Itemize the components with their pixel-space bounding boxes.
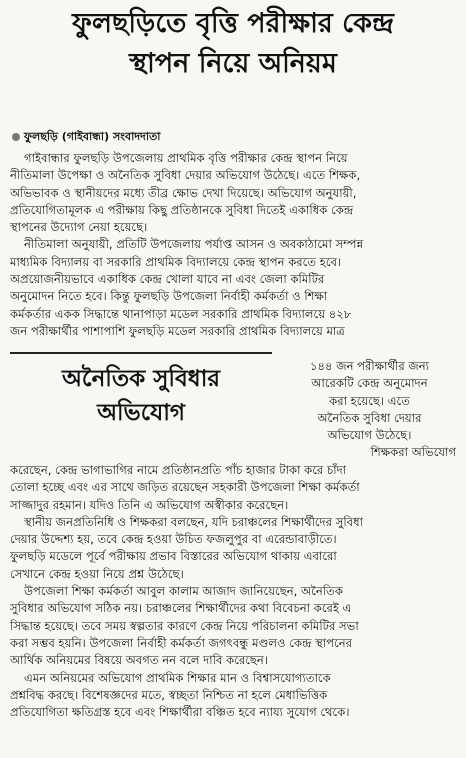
text-line: এমন অনিয়মের অভিযোগ প্রাথমিক শিক্ষার মান ও বিশ্বাসযোগ্যতাকে xyxy=(24,670,331,685)
text-line: করা হয়েছে। এতে xyxy=(329,393,410,408)
paragraph-2 xyxy=(10,236,456,340)
article-body-top xyxy=(10,150,456,340)
headline-line-1: ফুলছড়িতে বৃত্তি পরীক্ষার কেন্দ্র xyxy=(72,8,394,39)
paragraph-6 xyxy=(10,670,456,722)
paragraph-3 xyxy=(10,462,456,514)
text-line: কর্মকর্তার একক সিদ্ধান্তে থানাপাড়া মডেল সরকারি প্রাথমিক বিদ্যালয়ে ৪২৮ xyxy=(10,306,352,321)
text-line: ১৪৪ জন পরীক্ষার্থীর জন্য xyxy=(309,359,430,373)
text-line: নীতিমালা অনুযায়ী, প্রতিটি উপজেলায় পর্যাপ্ত আসন ও অবকাঠামো সম্পন্ন xyxy=(24,237,364,252)
text-line: অপ্রয়োজনীয়ভাবে একাধিক কেন্দ্র খোলা যাবে না এবং জেলা কমিটির xyxy=(10,272,325,287)
text-line: সিদ্ধান্ত হয়েছে। তবে সময় স্বল্পতার কারণে কেন্দ্র নিয়ে পরিচালনা কমিটির সভা xyxy=(10,618,359,633)
text-line: প্রশ্নবিদ্ধ করছে। বিশেষজ্ঞদের মতে, স্বচ্ছতা নিশ্চিত না হলে মেধাভিত্তিক xyxy=(10,687,328,702)
text-line: শিক্ষকরা অভিযোগ xyxy=(370,445,456,460)
text-line: ফুলছড়ি মডেলে পূর্বে পরীক্ষায় প্রভাব বিস্তারের অভিযোগ থাকায় এবারো xyxy=(10,549,337,564)
dateline xyxy=(12,128,160,147)
text-line: অভিভাবক ও স্থানীয়দের মধ্যে তীব্র ক্ষোভ দেখা দিয়েছে। অভিযোগ অনুযায়ী, xyxy=(10,185,357,200)
text-line: দেয়ার উদ্দেশ্য হয়, তবে কেন্দ্র হওয়া উচিত ফজলুপুর বা এরেন্ডাবাড়ীতে। xyxy=(10,532,337,547)
text-line: প্রতিযোগিতা ক্ষতিগ্রস্ত হবে এবং শিক্ষার্থীরা বঞ্চিত হবে ন্যায্য সুযোগ থেকে। xyxy=(10,705,350,720)
text-line: মাধ্যমিক বিদ্যালয় বা সরকারি প্রাথমিক বিদ্যালয়ে কেন্দ্র স্থাপন করতে হবে। xyxy=(10,254,342,269)
text-line: অভিযোগ উঠেছে। xyxy=(327,428,412,443)
text-line: স্থাপনের উদ্যোগ নেয়া হয়েছে। xyxy=(10,220,148,235)
text-line: সেখানে কেন্দ্র হওয়া নিয়ে প্রশ্ন উঠেছে। xyxy=(10,566,184,581)
text-line: উপজেলা শিক্ষা কর্মকর্তা আবুল কালাম আজাদ জানিয়েছেন, অনৈতিক xyxy=(24,584,343,599)
subhead-box xyxy=(10,352,272,446)
text-line: করা সম্ভব হয়নি। উপজেলা নির্বাহী কর্মকর্তা জগৎবন্ধু মণ্ডলও কেন্দ্র স্থাপনের xyxy=(10,635,353,650)
text-line: সুবিধার অভিযোগ সঠিক নয়। চরাঞ্চলের শিক্ষার্থীদের কথা বিবেচনা করেই এ xyxy=(10,601,352,616)
paragraph-1 xyxy=(10,150,456,236)
text-line: নীতিমালা উপেক্ষা ও অনৈতিক সুবিধা দেয়ার অভিযোগ উঠেছে। এতে শিক্ষক, xyxy=(10,168,361,183)
dateline-text: ফুলছড়ি (গাইবান্ধা) সংবাদদাতা xyxy=(24,130,161,143)
article-body-bottom xyxy=(10,462,456,721)
paragraph-4 xyxy=(10,514,456,583)
text-line: আরেকটি কেন্দ্র অনুমোদন xyxy=(311,376,428,391)
text-line: স্থানীয় জনপ্রতিনিধি ও শিক্ষকরা বলছেন, যদি চরাঞ্চলের শিক্ষার্থীদের সুবিধা xyxy=(24,514,363,529)
text-line: করেছেন, কেন্দ্র ভাগাভাগির নামে প্রতিষ্ঠানপ্রতি পাঁচ হাজার টাকা করে চাঁদা xyxy=(10,463,347,477)
text-line: অনৈতিক সুবিধা দেয়ার xyxy=(317,410,422,425)
text-line: জন পরীক্ষার্থীর পাশাপাশি ফুলছড়ি মডেল সরকারি প্রাথমিক বিদ্যালয়ে মাত্র xyxy=(10,323,345,338)
text-line: গাইবান্ধার ফুলছড়ি উপজেলায় প্রাথমিক বৃত্তি পরীক্ষার কেন্দ্র স্থাপন নিয়ে xyxy=(24,151,348,165)
subhead-line-2: অভিযোগ xyxy=(97,399,185,426)
bullet-icon xyxy=(12,133,20,141)
text-line: সাজ্জাদুর রহমান। যদিও তিনি এ অভিযোগ অস্বীকার করেছেন। xyxy=(10,497,289,512)
paragraph-5 xyxy=(10,583,456,669)
narrow-column xyxy=(283,358,456,462)
subhead-line-1: অনৈতিক সুবিধার xyxy=(61,365,221,392)
headline-line-2: স্থাপন নিয়ে অনিয়ম xyxy=(129,48,337,79)
text-line: প্রতিযোগিতামূলক এ পরীক্ষায় কিছু প্রতিষ্ঠানকে সুবিধা দিতেই একাধিক কেন্দ্র xyxy=(10,202,354,217)
text-line: অনুমোদন নিতে হবে। কিন্তু ফুলছড়ি উপজেলা নির্বাহী কর্মকর্তা ও শিক্ষা xyxy=(10,289,328,304)
text-line: আর্থিক অনিয়মের বিষয়ে অবগত নন বলে দাবি করেছেন। xyxy=(10,653,268,668)
text-line: তোলা হচ্ছে এবং এর সাথে জড়িত রয়েছেন সহকারী উপজেলা শিক্ষা কর্মকর্তা xyxy=(10,480,360,495)
subhead xyxy=(10,362,272,430)
headline xyxy=(0,4,466,84)
